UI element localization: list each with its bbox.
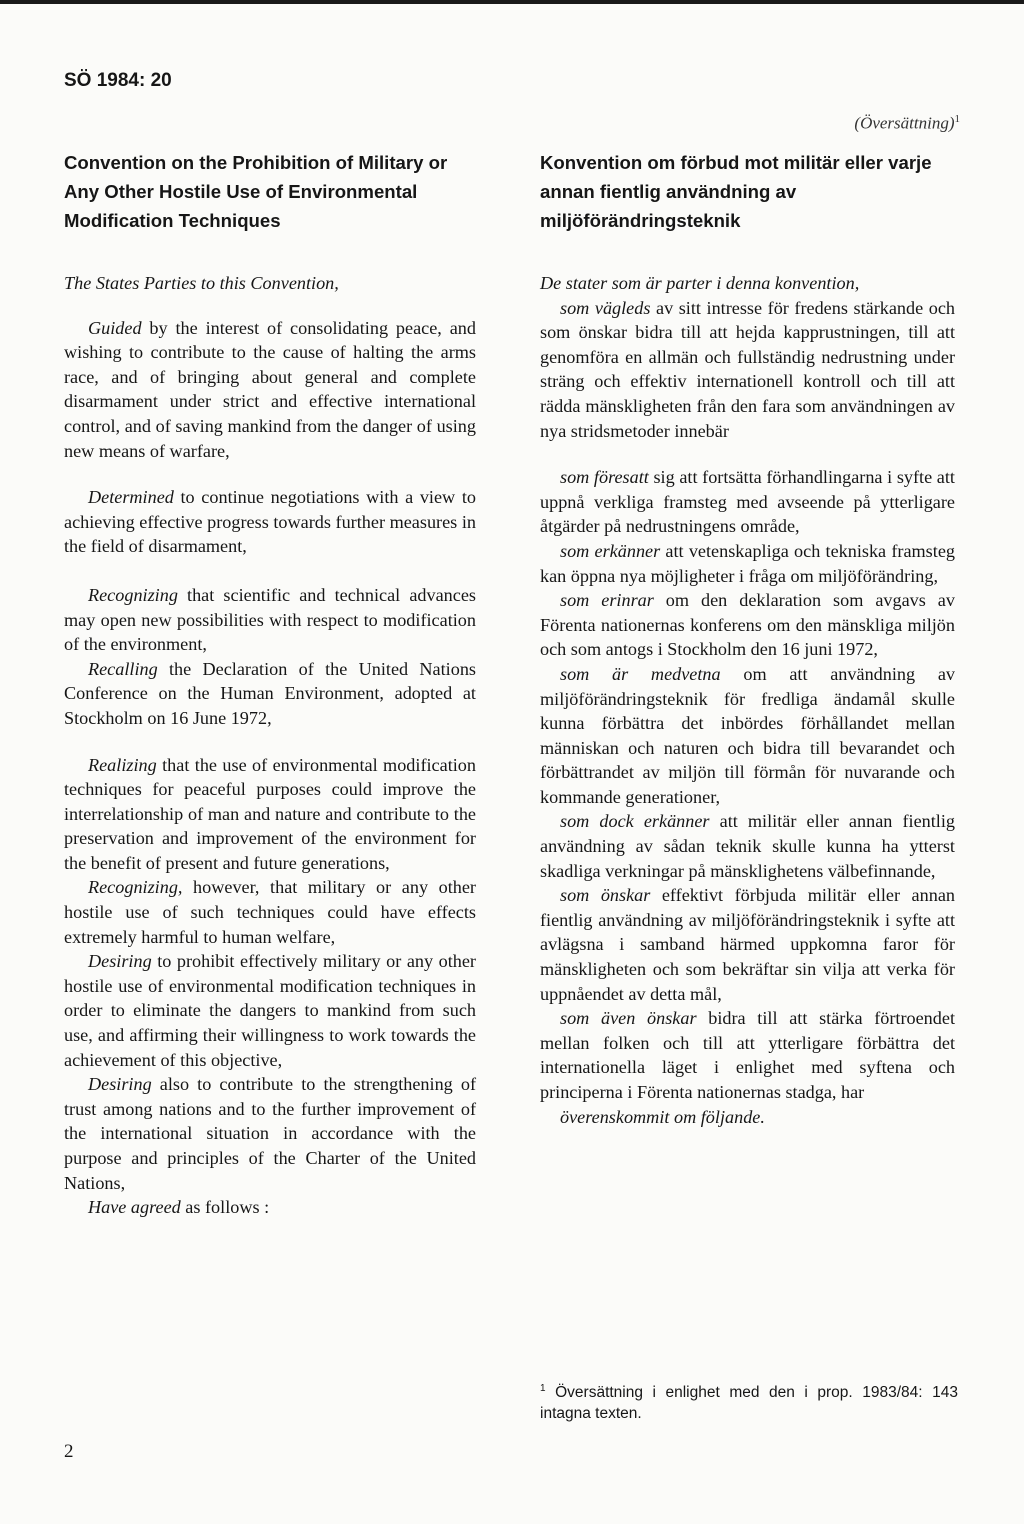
swedish-column <box>540 148 955 1129</box>
swedish-clause: som vägleds av sitt intresse för fredens stärkande och som önskar bidra till att hejda kapprustningen, till att genomföra en allmän och fullständig nedrustning under sträng och effektiv internationell kontroll och till att rädda mänskligheten från den fara som användningen av nya stridsmetoder innebär <box>540 297 955 441</box>
swedish-clause: som är medvetna om att användning av miljöförändringsteknik för fredliga ändamål skulle kunna förbättra det inbördes förhållandet mellan människan och naturen och bidra till bevarandet och förbättrandet av miljön till förmån för nuvarande och kommande generationer, <box>540 663 955 807</box>
footnote-text: Översättning i enlighet med den i prop. 1983/84: 143 intagna texten. <box>540 1384 958 1423</box>
english-clause: Recalling the Declaration of the United Nations Conference on the Human Environment, adopted at Stockholm on 16 June 1972, <box>64 658 476 728</box>
swedish-clause: som även önskar bidra till att stärka förtroendet mellan folken och till att ytterligare förbättra det internationella läget i enlighet med syftena och principerna i Förenta nationernas stadga, har <box>540 1008 956 1102</box>
english-clause: Recognizing that scientific and technical advances may open new possibilities with respect to modification of the environment, <box>64 584 476 655</box>
swedish-clause: överenskommit om följande. <box>560 1106 765 1127</box>
english-clause: Have agreed as follows : <box>88 1197 270 1218</box>
document-reference: SÖ 1984: 20 <box>64 70 172 91</box>
footnote-marker: 1 <box>954 113 960 125</box>
translation-note: (Översättning) <box>854 113 955 133</box>
swedish-clause: som önskar effektivt förbjuda militär eller annan fientlig användning av miljöförändringsteknik i syfte att avlägsna i samband härmed uppkomna faror för mänskligheten och som bekräftar sin vilja att verka för uppnåendet av detta mål, <box>540 885 955 1004</box>
english-column <box>64 148 476 1220</box>
english-clause: Recognizing, however, that military or any other hostile use of such techniques could have effects extremely harmful to human welfare, <box>64 877 476 947</box>
translation-heading <box>854 113 960 134</box>
english-clause: Desiring also to contribute to the strengthening of trust among nations and to the further improvement of the international situation in accordance with the purpose and principles of the Charter of the United Nations, <box>64 1074 476 1193</box>
swedish-clause: som erkänner att vetenskapliga och tekniska framsteg kan öppna nya möjligheter i fråga om miljöförändring, <box>540 540 955 586</box>
swedish-title: Konvention om förbud mot militär eller varje annan fientlig användning av miljöförändringsteknik <box>540 152 932 231</box>
footnote <box>540 1378 958 1424</box>
english-parties: The States Parties to this Convention, <box>64 273 339 293</box>
english-clause: Desiring to prohibit effectively military or any other hostile use of environmental modification techniques in order to eliminate the dangers to mankind from such use, and affirming their willingness to work towards the achievement of this objective, <box>64 951 476 1070</box>
swedish-clause: som erinrar om den deklaration som avgavs av Förenta nationernas konferens om den mänskliga miljön och som antogs i Stockholm den 16 juni 1972, <box>540 590 955 660</box>
footnote-number: 1 <box>540 1383 546 1394</box>
english-clause: Determined to continue negotiations with a view to achieving effective progress towards further measures in the field of disarmament, <box>64 487 476 557</box>
swedish-parties: De stater som är parter i denna konvention, <box>540 273 860 293</box>
page-top-edge <box>0 0 1024 4</box>
english-clause: Realizing that the use of environmental modification techniques for peaceful purposes could improve the interrelationship of man and nature and contribute to the preservation and improvement of the environment for the benefit of present and future generations, <box>64 754 476 873</box>
english-clause: Guided by the interest of consolidating peace, and wishing to contribute to the cause of halting the arms race, and of bringing about general and complete disarmament under strict and effective international control, and of saving mankind from the danger of using new means of warfare, <box>64 317 476 461</box>
swedish-clause: som dock erkänner att militär eller annan fientlig användning av sådan teknik skulle kunna ha ytterst skadliga verkningar på mänsklighetens välbefinnande, <box>540 811 955 881</box>
swedish-clause: som föresatt sig att fortsätta förhandlingarna i syfte att uppnå verkliga framsteg med avseende på ytterligare åtgärder på nedrustningens område, <box>540 467 955 537</box>
page-number: 2 <box>64 1441 74 1462</box>
english-title: Convention on the Prohibition of Military or Any Other Hostile Use of Environmental Modification Techniques <box>64 152 448 231</box>
